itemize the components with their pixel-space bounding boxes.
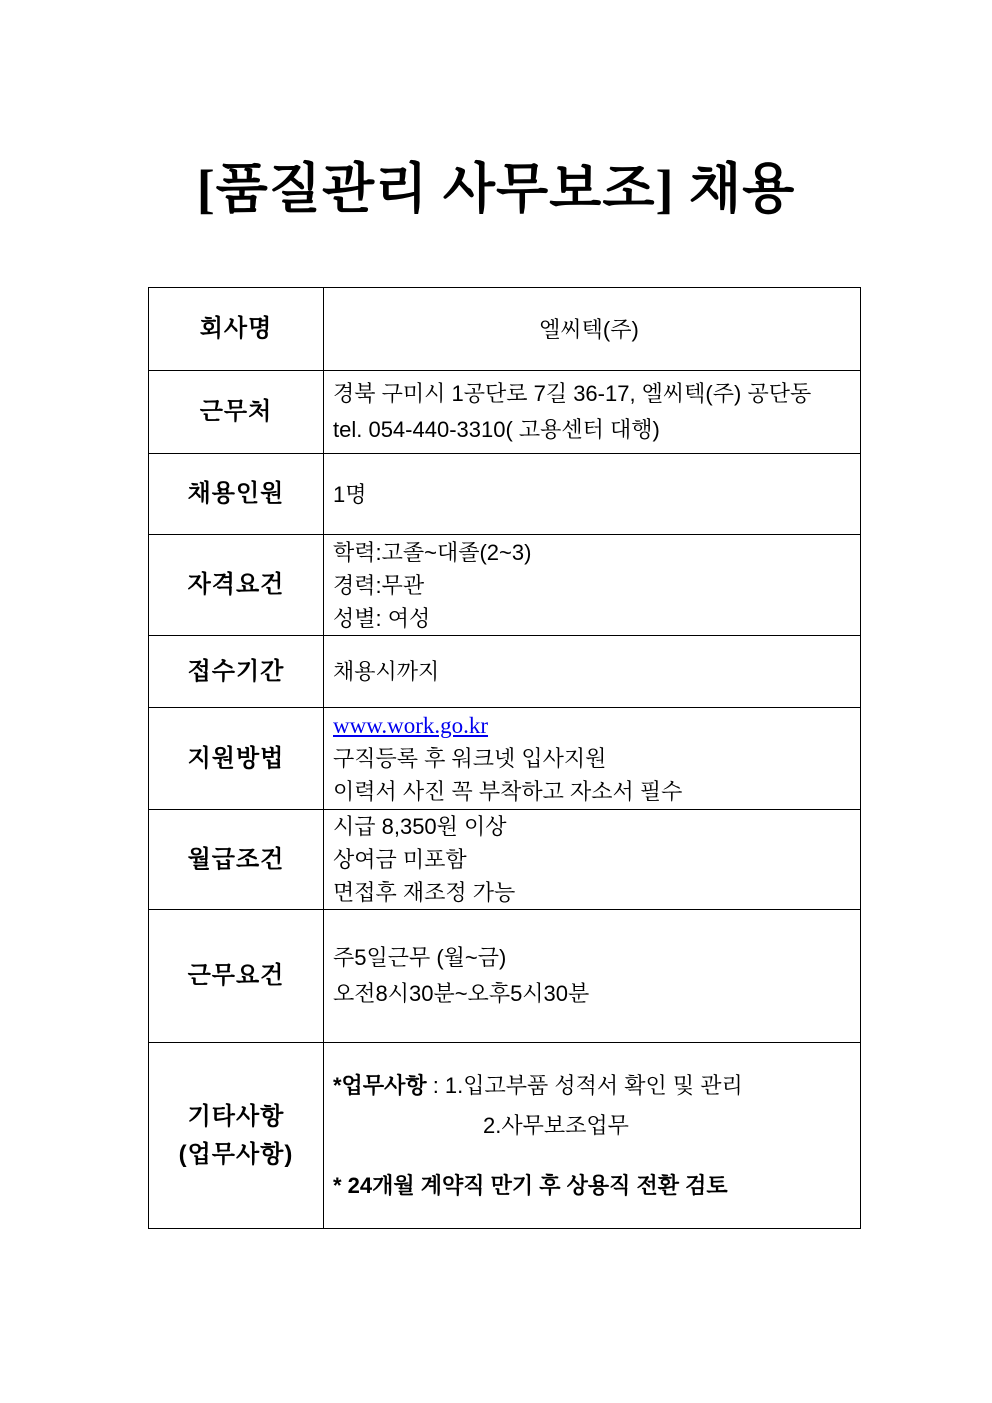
duty-item-2: 2.사무보조업무 <box>483 1112 629 1138</box>
table-row-qualifications <box>149 535 861 636</box>
page-title: [품질관리 사무보조] 채용 <box>196 159 796 219</box>
resume-instruction-text: 이력서 사진 꼭 부착하고 자소서 필수 <box>333 779 683 804</box>
table-row-company-name <box>149 288 861 371</box>
duty-item-1: : 1.입고부품 성적서 확인 및 관리 <box>426 1072 743 1098</box>
value-qualifications <box>324 535 861 636</box>
label-other-notes <box>149 1043 324 1229</box>
other-notes-label-line2: (업무사항) <box>178 1140 294 1168</box>
label-company-name: 회사명 <box>149 288 324 371</box>
hires-count-text: 1명 <box>333 481 367 507</box>
label-application-period: 접수기간 <box>149 636 324 708</box>
workdays-text: 주5일근무 (월~금) <box>333 945 507 970</box>
table-row-application-period <box>149 636 861 708</box>
bonus-text: 상여금 미포함 <box>333 847 467 872</box>
hourly-wage-text: 시급 8,350원 이상 <box>333 814 507 839</box>
table-row-salary-conditions <box>149 810 861 910</box>
work-address-text: 경북 구미시 1공단로 7길 36-17, 엘씨텍(주) 공단동 <box>333 381 812 406</box>
worknet-link-line <box>333 709 854 742</box>
workhours-text: 오전8시30분~오후5시30분 <box>333 981 590 1006</box>
value-working-conditions <box>324 910 861 1043</box>
table-row-working-conditions <box>149 910 861 1043</box>
label-working-conditions: 근무요건 <box>149 910 324 1043</box>
work-phone-text: tel. 054-440-3310( 고용센터 대행) <box>333 417 660 442</box>
value-application-period <box>324 636 861 708</box>
value-application-method <box>324 708 861 810</box>
table-row-other-notes <box>149 1043 861 1229</box>
label-application-method: 지원방법 <box>149 708 324 810</box>
value-hires-count <box>324 454 861 535</box>
table-row-hires-count <box>149 454 861 535</box>
education-text: 학력:고졸~대졸(2~3) <box>333 539 532 565</box>
gender-text: 성별: 여성 <box>333 605 431 631</box>
label-salary-conditions: 월급조건 <box>149 810 324 910</box>
table-row-application-method <box>149 708 861 810</box>
label-qualifications: 자격요건 <box>149 535 324 636</box>
company-name-text: 엘씨텍(주) <box>539 316 639 342</box>
renegotiation-text: 면접후 재조정 가능 <box>333 880 516 905</box>
worknet-link[interactable]: www.work.go.kr <box>333 713 489 738</box>
value-salary-conditions <box>324 810 861 910</box>
duty-heading: *업무사항 <box>333 1072 427 1098</box>
application-period-text: 채용시까지 <box>333 659 440 684</box>
value-work-location <box>324 371 861 454</box>
job-posting-table <box>148 287 861 1229</box>
experience-text: 경력:무관 <box>333 572 425 598</box>
label-hires-count: 채용인원 <box>149 454 324 535</box>
value-company-name <box>324 288 861 371</box>
label-work-location: 근무처 <box>149 371 324 454</box>
other-notes-label-line1: 기타사항 <box>187 1102 285 1130</box>
table-row-work-location <box>149 371 861 454</box>
contract-note: * 24개월 계약직 만기 후 상용직 전환 검토 <box>333 1172 728 1198</box>
value-other-notes <box>324 1043 861 1229</box>
apply-instruction-text: 구직등록 후 워크넷 입사지원 <box>333 746 607 771</box>
duty-line-1 <box>333 1066 854 1106</box>
